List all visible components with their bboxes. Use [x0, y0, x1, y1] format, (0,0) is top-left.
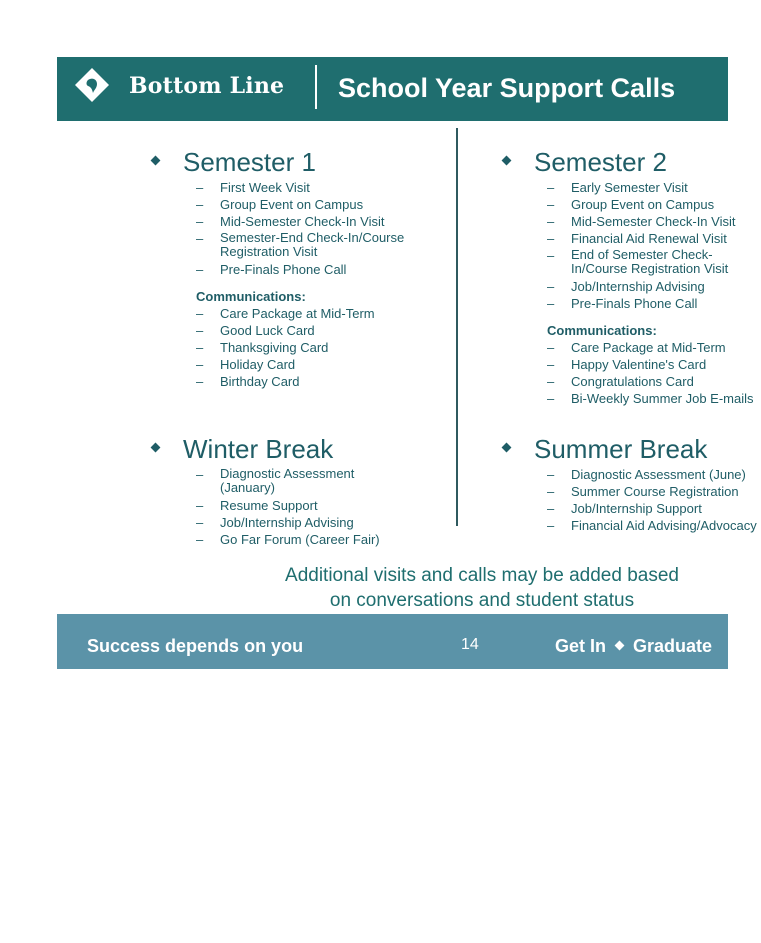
- winter-break-list: [196, 466, 452, 548]
- bullet-diamond-icon: [502, 156, 512, 166]
- footer-motto: [555, 636, 712, 657]
- additional-visits-note: [232, 563, 732, 613]
- bullet-diamond-icon: [151, 156, 161, 166]
- list-item: – End of Semester Check-In/Course Registration Visit: [547, 247, 729, 276]
- note-line-2: on conversations and student status: [329, 590, 635, 611]
- list-item: – Thanksgiving Card: [196, 340, 329, 355]
- list-item: – Mid-Semester Check-In Visit: [547, 214, 736, 229]
- section-title: Winter Break: [183, 434, 334, 464]
- semester-1-list: [196, 179, 452, 390]
- list-item: – Job/Internship Support: [547, 501, 702, 516]
- list-item: – Bi-Weekly Summer Job E-mails: [547, 391, 754, 406]
- list-item: – Group Event on Campus: [547, 197, 715, 212]
- list-item: – Diagnostic Assessment (June): [547, 467, 746, 482]
- list-item: – Semester-End Check-In/Course Registration Visit: [196, 230, 405, 259]
- list-item: – Go Far Forum (Career Fair): [196, 532, 380, 547]
- page-title: School Year Support Calls: [338, 73, 676, 103]
- list-item: – Birthday Card: [196, 374, 300, 389]
- column-divider: [456, 128, 458, 526]
- list-item: – Pre-Finals Phone Call: [547, 296, 698, 311]
- page-number: 14: [461, 636, 479, 653]
- list-item: – First Week Visit: [196, 180, 310, 195]
- list-item: – Care Package at Mid-Term: [547, 340, 726, 355]
- bullet-diamond-icon: [615, 641, 625, 651]
- list-item: – Care Package at Mid-Term: [196, 306, 375, 321]
- list-item: – Financial Aid Advising/Advocacy: [547, 518, 757, 533]
- communications-heading: Communications:: [547, 323, 657, 338]
- list-item: – Diagnostic Assessment (January): [196, 466, 355, 495]
- list-item: – Congratulations Card: [547, 374, 694, 389]
- section-title: Semester 2: [534, 147, 667, 177]
- bottom-line-logo-icon: [75, 68, 109, 102]
- semester-2-section: [503, 147, 754, 407]
- brand-name: Bottom Line: [129, 73, 285, 99]
- note-line-1: Additional visits and calls may be added based: [285, 565, 679, 586]
- communications-heading: Communications:: [196, 289, 306, 304]
- header-bar: [57, 57, 728, 121]
- footer-tagline: Success depends on you: [87, 636, 304, 656]
- winter-break-section: [152, 434, 452, 548]
- list-item: – Financial Aid Renewal Visit: [547, 231, 727, 246]
- semester-1-section: [152, 147, 452, 390]
- bullet-diamond-icon: [151, 443, 161, 453]
- list-item: – Mid-Semester Check-In Visit: [196, 214, 385, 229]
- summer-break-section: [503, 434, 757, 534]
- semester-2-list: [547, 179, 754, 407]
- list-item: – Resume Support: [196, 498, 318, 513]
- list-item: – Job/Internship Advising: [196, 515, 354, 530]
- footer-motto-part-2: Graduate: [633, 636, 713, 656]
- list-item: – Group Event on Campus: [196, 197, 364, 212]
- bullet-diamond-icon: [502, 443, 512, 453]
- list-item: – Early Semester Visit: [547, 180, 688, 195]
- list-item: – Summer Course Registration: [547, 484, 739, 499]
- footer-motto-part-1: Get In: [555, 636, 607, 656]
- header-divider: [315, 65, 317, 109]
- section-title: Semester 1: [183, 147, 316, 177]
- list-item: – Good Luck Card: [196, 323, 315, 338]
- footer-bar: [57, 614, 728, 669]
- list-item: – Job/Internship Advising: [547, 279, 705, 294]
- list-item: – Pre-Finals Phone Call: [196, 262, 347, 277]
- section-title: Summer Break: [534, 434, 708, 464]
- summer-break-list: [547, 466, 757, 534]
- list-item: – Holiday Card: [196, 357, 296, 372]
- list-item: – Happy Valentine's Card: [547, 357, 707, 372]
